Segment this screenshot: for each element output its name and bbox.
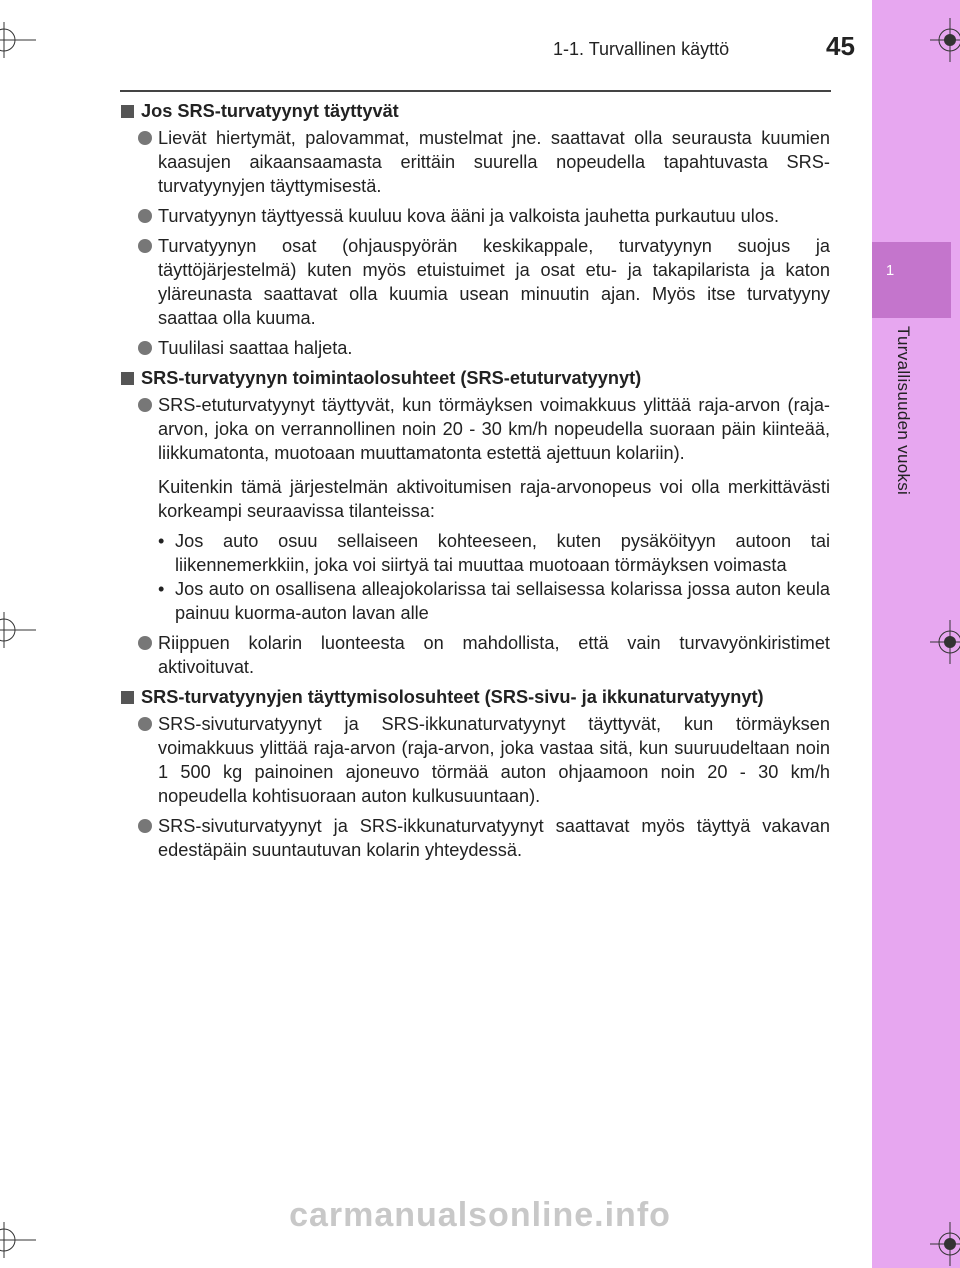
- round-bullet-icon: [138, 717, 152, 731]
- crop-mark-icon: [930, 620, 960, 664]
- round-bullet-icon: [138, 131, 152, 145]
- chapter-title: Turvallisuuden vuoksi: [894, 326, 913, 496]
- watermark: carmanualsonline.info: [289, 1196, 671, 1234]
- section-heading: SRS-turvatyynyn toimintaolosuhteet (SRS-etuturvatyynyt): [121, 366, 830, 390]
- chapter-number: 1: [885, 262, 895, 279]
- square-bullet-icon: [121, 691, 134, 704]
- bullet-item: SRS-sivuturvatyynyt ja SRS-ikkunaturvatyynyt täyttyvät, kun törmäyksen voimakkuus ylittää raja-arvon (raja-arvon, joka vastaa sitä, kun suuruudeltaan noin 1 500 kg painoinen ajoneuvo törmää auton ohjaamoon noin 20 - 30 km/h nopeudella kohtisuoraan auton kulkusuuntaan).: [121, 712, 830, 808]
- paragraph: Kuitenkin tämä järjestelmän aktivoitumisen raja-arvonopeus voi olla merkittävästi korkeampi seuraavissa tilanteissa:: [158, 477, 830, 521]
- bullet-item: Tuulilasi saattaa haljeta.: [121, 336, 830, 360]
- page-number: 45: [826, 31, 855, 61]
- round-bullet-icon: [138, 239, 152, 253]
- manual-content: [121, 99, 830, 862]
- round-bullet-icon: [138, 819, 152, 833]
- bullet-item: Turvatyynyn osat (ohjauspyörän keskikappale, turvatyynyn suojus ja täyttöjärjestelmä) kuten myös etuistuimet ja osat etu- ja takapilarista ja katon yläreunasta saattavat olla kuumia usean minuutin ajan. Myös itse turvatyyny saattaa olla kuuma.: [121, 234, 830, 330]
- bullet-item: Riippuen kolarin luonteesta on mahdollista, että vain turvavyönkiristimet aktivoituvat.: [121, 631, 830, 679]
- bullet-item: Lievät hiertymät, palovammat, mustelmat jne. saattavat olla seurausta kuumien kaasujen aikaansaamasta erittäin suurella nopeudella tapahtuvasta SRS-turvatyynyjen täyttymisestä.: [121, 126, 830, 198]
- square-bullet-icon: [121, 372, 134, 385]
- sub-list-item: • Jos auto osuu sellaiseen kohteeseen, kuten pysäköityyn autoon tai liikennemerkkiin, joka voi siirtyä tai muuttaa muotoaan törmäyksen voimasta: [158, 531, 830, 575]
- dash-bullet-icon: •: [158, 531, 165, 551]
- crop-mark-icon: [930, 18, 960, 62]
- square-bullet-icon: [121, 105, 134, 118]
- crop-mark-icon: [0, 612, 36, 648]
- round-bullet-icon: [138, 636, 152, 650]
- bullet-item: SRS-sivuturvatyynyt ja SRS-ikkunaturvatyynyt saattavat myös täyttyä vakavan edestäpäin suuntautuvan kolarin yhteydessä.: [121, 814, 830, 862]
- round-bullet-icon: [138, 341, 152, 355]
- chapter-tab: [872, 242, 951, 318]
- dash-bullet-icon: •: [158, 579, 165, 599]
- round-bullet-icon: [138, 398, 152, 412]
- bullet-item: Turvatyynyn täyttyessä kuuluu kova ääni ja valkoista jauhetta purkautuu ulos.: [121, 204, 830, 228]
- header-rule: [120, 90, 831, 92]
- section-heading: Jos SRS-turvatyynyt täyttyvät: [121, 99, 830, 123]
- section-title: 1-1. Turvallinen käyttö: [553, 39, 730, 59]
- bullet-item: SRS-etuturvatyynyt täyttyvät, kun törmäyksen voimakkuus ylittää raja-arvon (raja-arvon, joka on verrannollinen noin 20 - 30 km/h nopeudella suoraan päin kiinteää, liikkumatonta, muotoaan muuttamatonta estettä ajettuun kolariin).: [121, 393, 830, 465]
- sub-list-item: • Jos auto on osallisena alleajokolarissa tai sellaisessa kolarissa jossa auton keula painuu kuorma-auton lavan alle: [158, 579, 830, 623]
- section-heading: SRS-turvatyynyjen täyttymisolosuhteet (SRS-sivu- ja ikkunaturvatyynyt): [121, 685, 830, 709]
- crop-mark-icon: [0, 22, 36, 58]
- round-bullet-icon: [138, 209, 152, 223]
